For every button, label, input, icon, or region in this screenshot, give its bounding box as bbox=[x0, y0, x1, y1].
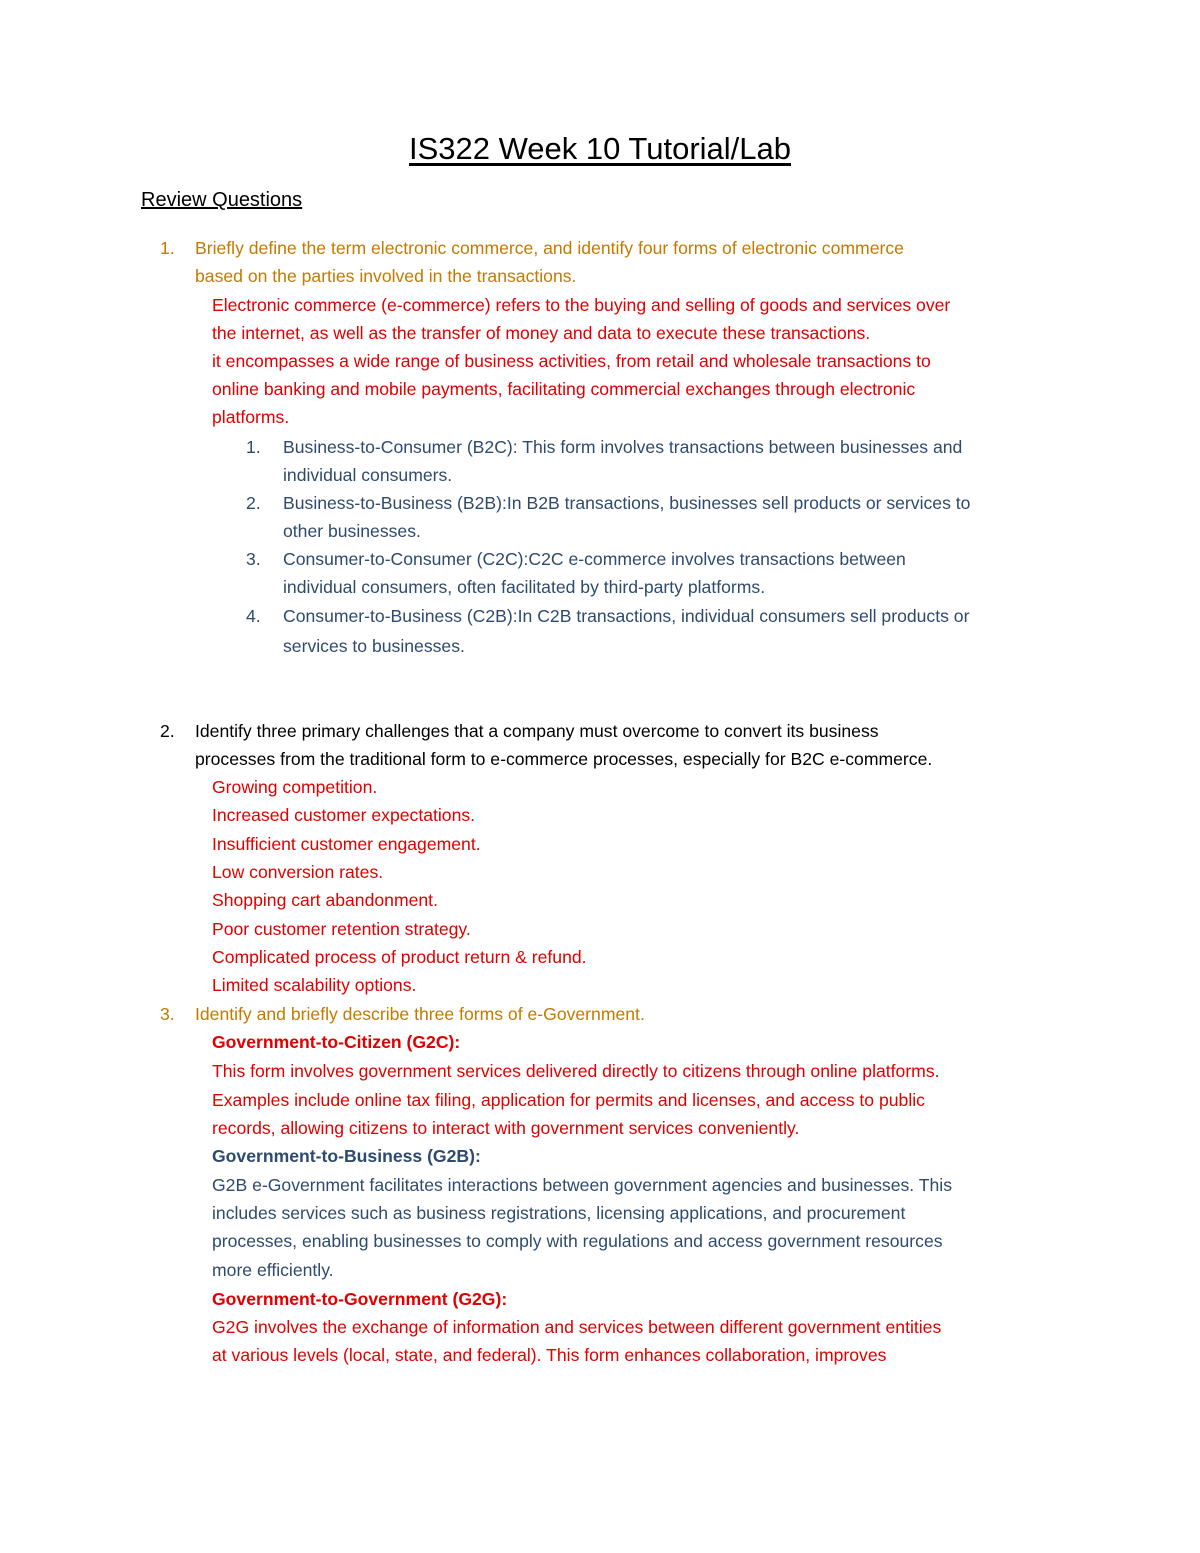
q2-answer: Shopping cart abandonment. bbox=[212, 890, 438, 910]
g2b-line: includes services such as business registrations, licensing applications, and procurement bbox=[212, 1203, 906, 1223]
q1-form-line: Business-to-Business (B2B):In B2B transactions, businesses sell products or services to bbox=[283, 493, 971, 513]
q1-form-number: 3. bbox=[246, 549, 261, 569]
q1-form-number: 2. bbox=[246, 493, 261, 513]
g2g-heading: Government-to-Government (G2G): bbox=[212, 1289, 508, 1309]
q2-answer: Insufficient customer engagement. bbox=[212, 834, 481, 854]
q1-answer-line: it encompasses a wide range of business activities, from retail and wholesale transactions to bbox=[212, 351, 931, 371]
q3-text: Identify and briefly describe three forms of e-Government. bbox=[195, 1004, 645, 1024]
q1-number: 1. bbox=[160, 238, 175, 258]
q2-answer: Complicated process of product return & refund. bbox=[212, 947, 587, 967]
g2c-heading: Government-to-Citizen (G2C): bbox=[212, 1032, 461, 1052]
q1-form-number: 1. bbox=[246, 437, 261, 457]
document-title: IS322 Week 10 Tutorial/Lab bbox=[408, 131, 791, 166]
q1-form-line: Consumer-to-Consumer (C2C):C2C e-commerce involves transactions between bbox=[283, 549, 906, 569]
q2-answer: Low conversion rates. bbox=[212, 862, 384, 882]
g2b-line: G2B e-Government facilitates interactions between government agencies and businesses. This bbox=[212, 1175, 952, 1195]
q2-answer: Poor customer retention strategy. bbox=[212, 919, 471, 939]
g2g-line: G2G involves the exchange of information and services between different government entities bbox=[212, 1317, 942, 1337]
q1-form-line: individual consumers, often facilitated by third-party platforms. bbox=[283, 577, 766, 597]
q1-form-line: Consumer-to-Business (C2B):In C2B transactions, individual consumers sell products or bbox=[283, 606, 970, 626]
g2c-line: records, allowing citizens to interact with government services conveniently. bbox=[212, 1118, 800, 1138]
q2-answer: Growing competition. bbox=[212, 777, 378, 797]
q1-form-line: other businesses. bbox=[283, 521, 421, 541]
g2g-line: at various levels (local, state, and federal). This form enhances collaboration, improves bbox=[212, 1345, 887, 1365]
q2-number: 2. bbox=[160, 721, 175, 741]
q1-text-line: Briefly define the term electronic commerce, and identify four forms of electronic commerce bbox=[195, 238, 904, 258]
q1-form-line: services to businesses. bbox=[283, 636, 465, 656]
q3-number: 3. bbox=[160, 1004, 175, 1024]
section-heading: Review Questions bbox=[141, 189, 303, 211]
g2c-line: Examples include online tax filing, application for permits and licenses, and access to public bbox=[212, 1090, 925, 1110]
q1-form-number: 4. bbox=[246, 606, 261, 626]
q1-answer-line: the internet, as well as the transfer of money and data to execute these transactions. bbox=[212, 323, 871, 343]
q1-form-line: Business-to-Consumer (B2C): This form involves transactions between businesses and bbox=[283, 437, 963, 457]
q2-answer: Limited scalability options. bbox=[212, 975, 417, 995]
q2-answer: Increased customer expectations. bbox=[212, 805, 476, 825]
q1-form-line: individual consumers. bbox=[283, 465, 453, 485]
q1-answer-line: online banking and mobile payments, facilitating commercial exchanges through electronic bbox=[212, 379, 916, 399]
q1-answer-line: platforms. bbox=[212, 407, 290, 427]
g2b-line: processes, enabling businesses to comply with regulations and access government resources bbox=[212, 1231, 943, 1251]
g2b-line: more efficiently. bbox=[212, 1260, 334, 1280]
q2-text-line: Identify three primary challenges that a company must overcome to convert its business bbox=[195, 721, 879, 741]
q2-text-line: processes from the traditional form to e-commerce processes, especially for B2C e-commerce. bbox=[195, 749, 933, 769]
q1-text-line: based on the parties involved in the transactions. bbox=[195, 266, 577, 286]
g2b-heading: Government-to-Business (G2B): bbox=[212, 1146, 481, 1166]
q1-answer-line: Electronic commerce (e-commerce) refers to the buying and selling of goods and services over bbox=[212, 295, 951, 315]
g2c-line: This form involves government services delivered directly to citizens through online platforms. bbox=[212, 1061, 940, 1081]
